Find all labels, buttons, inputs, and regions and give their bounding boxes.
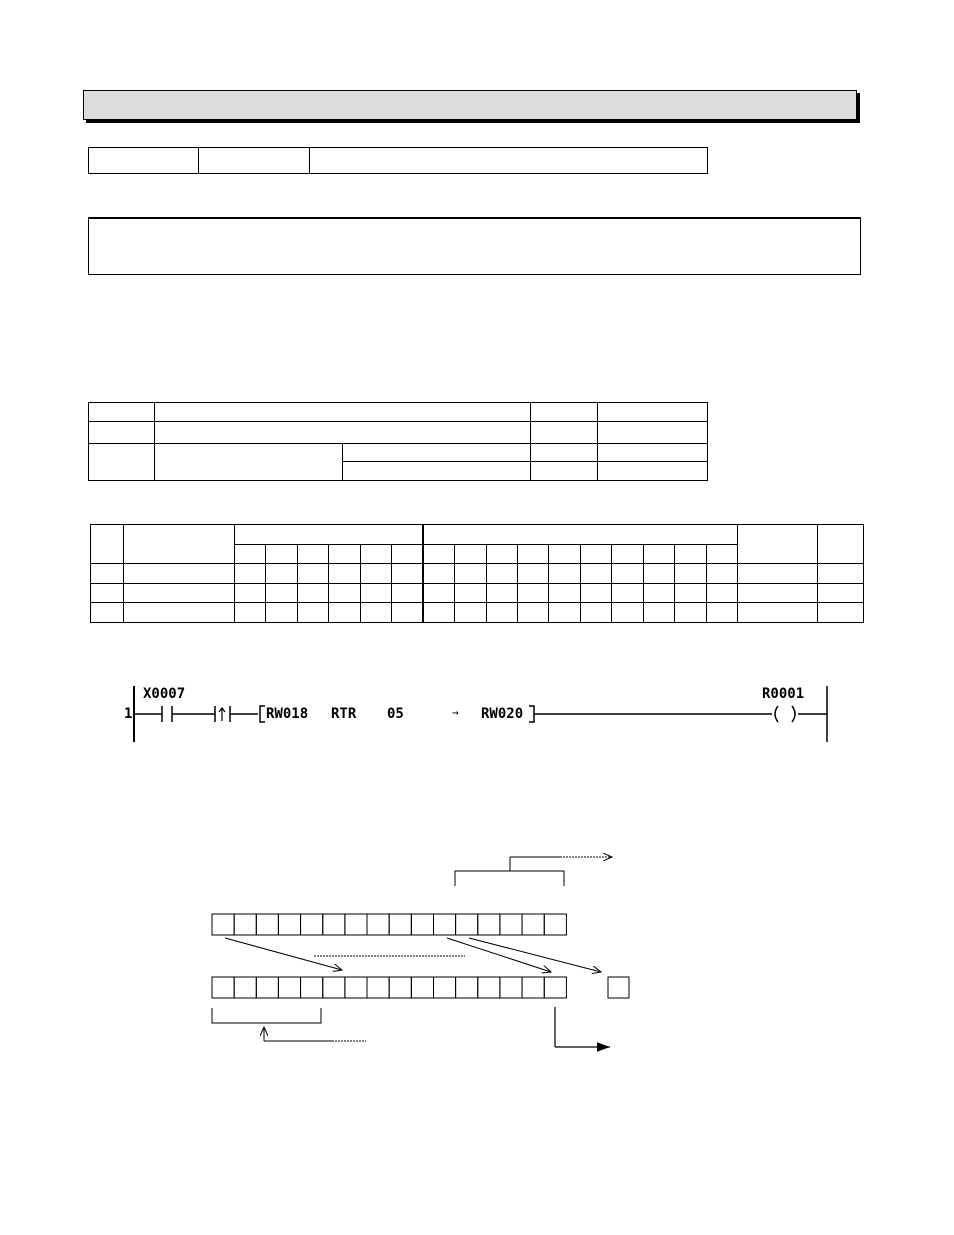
fill-bracket (212, 1008, 321, 1023)
register-bit-cell (500, 977, 522, 998)
register-bit-cell (367, 977, 389, 998)
register-bit-cell (212, 977, 234, 998)
register-bit-cell (544, 977, 566, 998)
register-bit-cell (456, 977, 478, 998)
register-bit-cell (345, 914, 367, 935)
register-bit-cell (522, 914, 544, 935)
instruction-operation: RTR (331, 706, 357, 722)
register-bit-cell (411, 914, 433, 935)
register-bit-cell (456, 914, 478, 935)
rung-number: 1 (124, 706, 133, 722)
register-bit-cell (278, 977, 300, 998)
input-contact-label: X0007 (143, 686, 186, 702)
register-bit-cell (212, 914, 234, 935)
instruction-operand: 05 (387, 706, 404, 722)
result-register (212, 977, 566, 998)
register-bit-cell (500, 914, 522, 935)
instruction-destination: RW020 (481, 706, 524, 722)
register-bit-cell (478, 914, 500, 935)
instruction-arrow: → (452, 706, 459, 719)
register-bit-cell (434, 914, 456, 935)
register-bit-cell (478, 977, 500, 998)
register-bit-cell (234, 914, 256, 935)
instruction-source: RW018 (266, 706, 309, 722)
register-bit-cell (411, 977, 433, 998)
source-register (212, 914, 566, 935)
register-bit-cell (389, 977, 411, 998)
register-bit-cell (234, 977, 256, 998)
register-bit-cell (389, 914, 411, 935)
register-bit-cell (301, 914, 323, 935)
register-bit-cell (256, 977, 278, 998)
register-bit-cell (544, 914, 566, 935)
register-bit-cell (323, 914, 345, 935)
register-bit-cell (345, 977, 367, 998)
shift-arrow (225, 938, 342, 970)
register-bit-cell (323, 977, 345, 998)
register-bit-cell (301, 977, 323, 998)
register-bit-cell (434, 977, 456, 998)
register-bit-cell (278, 914, 300, 935)
register-bit-cell (256, 914, 278, 935)
carry-box (608, 977, 629, 998)
bit-group-bracket (455, 871, 564, 886)
register-bit-cell (367, 914, 389, 935)
output-coil-label: R0001 (762, 686, 805, 702)
register-bit-cell (522, 977, 544, 998)
